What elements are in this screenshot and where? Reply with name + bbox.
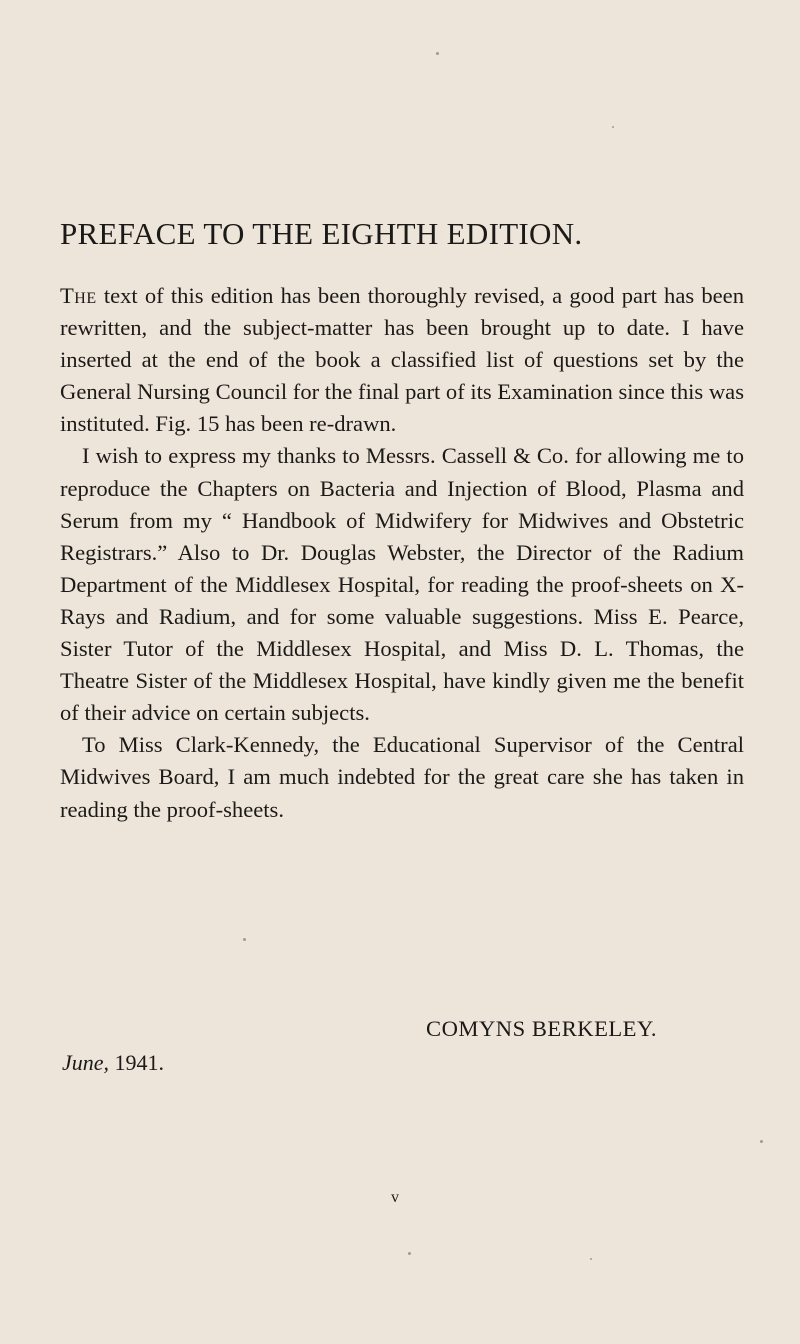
date-month: June, — [62, 1050, 110, 1075]
paragraph-lead-word: The — [60, 283, 97, 308]
preface-body — [60, 280, 744, 826]
paper-speck — [243, 938, 246, 941]
paper-speck — [612, 126, 614, 128]
author-signature: COMYNS BERKELEY. — [426, 1016, 658, 1041]
page-number: v — [391, 1189, 400, 1206]
paper-speck — [590, 1258, 592, 1260]
paragraph-2 — [60, 440, 744, 729]
paragraph-1 — [60, 280, 744, 440]
dateline — [62, 1050, 164, 1076]
paper-speck — [760, 1140, 763, 1143]
date-year: 1941. — [109, 1050, 165, 1075]
paragraph-text: To Miss Clark-Kennedy, the Educational Supervisor of the Central Midwives Board, I am much indebted for the great care she has taken in reading the proof-sheets. — [60, 732, 744, 822]
paper-speck — [436, 52, 439, 55]
paragraph-text: text of this edition has been thoroughly revised, a good part has been rewritten, and the subject-matter has been brought up to date. I have inserted at the end of the book a classified list of questions set by the General Nursing Council for the final part of its Examination since this was instituted. Fig. 15 has been re-drawn. — [60, 283, 744, 437]
page-title: PREFACE TO THE EIGHTH EDITION. — [60, 216, 583, 251]
paragraph-text: I wish to express my thanks to Messrs. Cassell & Co. for allowing me to reproduce the Chapters on Bacteria and Injection of Blood, Plasma and Serum from my “ Handbook of Midwifery for Midwives and Obstetric Registrars.” Also to Dr. Douglas Webster, the Director of the Radium Department of the Middlesex Hospital, for reading the proof-sheets on X-Rays and Radium, and for some valuable suggestions. Miss E. Pearce, Sister Tutor of the Middlesex Hospital, and Miss D. L. Thomas, the Theatre Sister of the Middlesex Hospital, have kindly given me the benefit of their advice on certain subjects. — [60, 443, 744, 726]
paragraph-3 — [60, 729, 744, 825]
paper-speck — [408, 1252, 411, 1255]
